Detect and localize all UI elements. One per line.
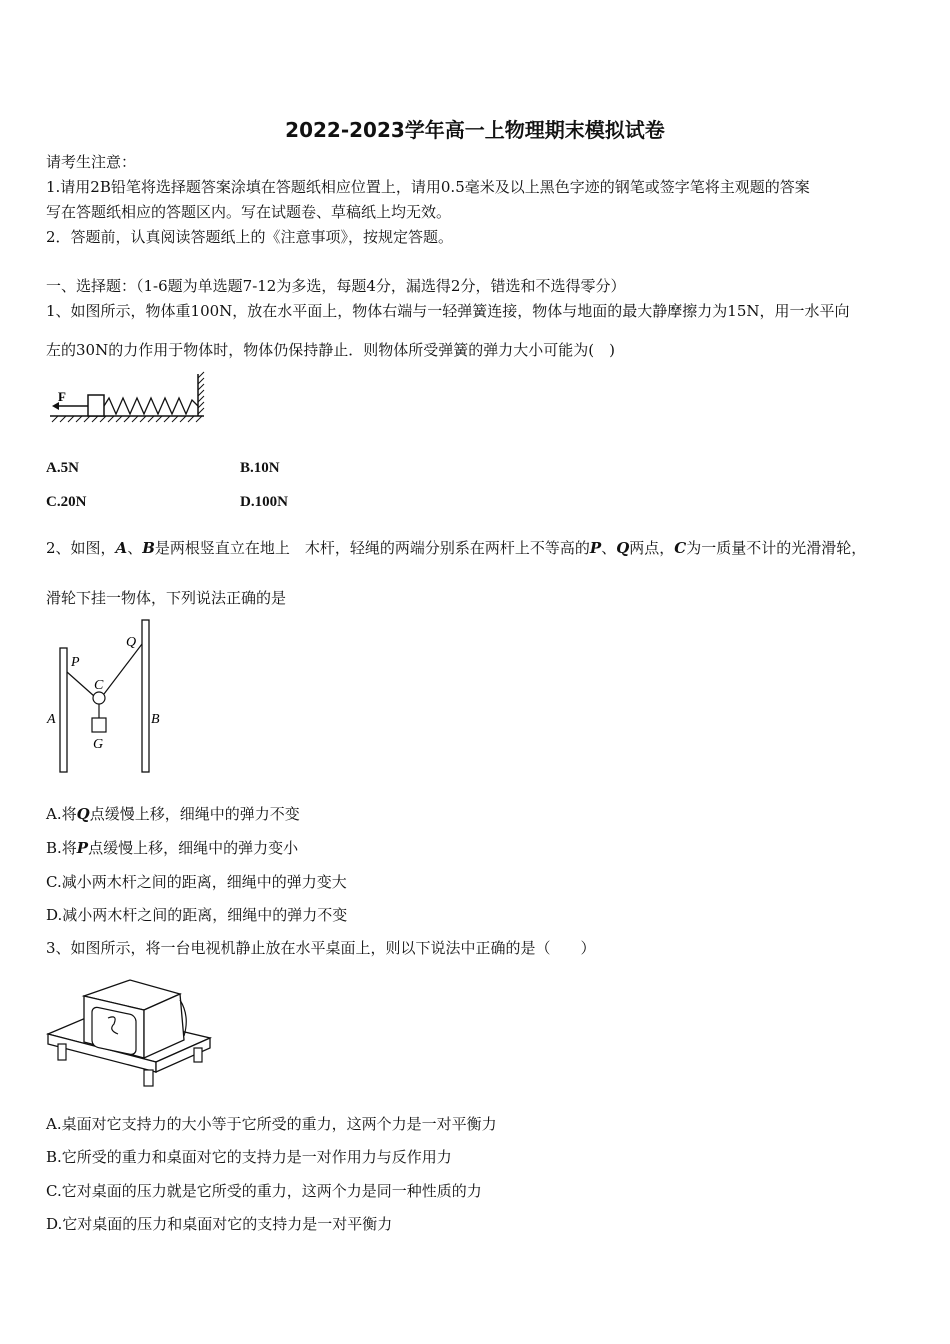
q3-option-c: C.它对桌面的压力就是它所受的重力，这两个力是同一种性质的力: [46, 1182, 482, 1200]
q2-option-b: B.将P点缓慢上移，细绳中的弹力变小: [46, 839, 299, 857]
q3-option-b: B.它所受的重力和桌面对它的支持力是一对作用力与反作用力: [46, 1148, 452, 1166]
q2-stem-line1: 2、如图，A、B是两根竖直立在地上 木杆，轻绳的两端分别系在两杆上不等高的P、Q两点，C为一质量不计的光滑滑轮，: [46, 539, 867, 557]
q3-option-a: A.桌面对它支持力的大小等于它所受的重力，这两个力是一对平衡力: [46, 1115, 497, 1133]
q1-option-c: C.20N: [46, 494, 87, 510]
q1-option-a: A.5N: [46, 460, 79, 476]
label-b: B: [151, 712, 160, 727]
q1-stem-line1: 1、如图所示，物体重100N，放在水平面上，物体右端与一轻弹簧连接，物体与地面的最大静摩擦力为15N，用一水平向: [46, 302, 850, 320]
label-c: C: [94, 678, 104, 693]
q2-option-c: C.减小两木杆之间的距离，细绳中的弹力变大: [46, 873, 347, 891]
q1-stem-line2: 左的30N的力作用于物体时，物体仍保持静止．则物体所受弹簧的弹力大小可能为( ): [46, 341, 615, 359]
q2-option-d: D.减小两木杆之间的距离，细绳中的弹力不变: [46, 906, 348, 924]
q1-spring-figure: [46, 370, 216, 432]
force-label: F: [58, 389, 66, 404]
label-g: G: [93, 737, 104, 752]
notice-item-1-cont: 写在答题纸相应的答题区内。写在试题卷、草稿纸上均无效。: [46, 203, 452, 221]
notice-item-1: 1.请用2B铅笔将选择题答案涂填在答题纸相应位置上，请用0.5毫米及以上黑色字迹的钢笔或签字笔将主观题的答案: [46, 178, 810, 196]
label-p: P: [71, 655, 80, 670]
section-heading: 一、选择题：（1-6题为单选题7-12为多选，每题4分，漏选得2分，错选和不选得零分）: [46, 277, 626, 295]
q1-option-d: D.100N: [240, 494, 288, 510]
q2-stem-line2: 滑轮下挂一物体，下列说法正确的是: [46, 589, 287, 607]
q3-stem: 3、如图所示，将一台电视机静止放在水平桌面上，则以下说法中正确的是（ ）: [46, 939, 596, 957]
label-a: A: [47, 712, 56, 727]
label-q: Q: [126, 635, 137, 650]
page-title: 2022-2023学年高一上物理期末模拟试卷: [285, 118, 665, 142]
q3-tv-figure: [44, 976, 216, 1088]
q2-option-a: A.将Q点缓慢上移，细绳中的弹力不变: [46, 805, 300, 823]
notice-item-2: 2．答题前，认真阅读答题纸上的《注意事项》，按规定答题。: [46, 228, 454, 246]
q3-option-d: D.它对桌面的压力和桌面对它的支持力是一对平衡力: [46, 1215, 393, 1233]
notice-heading: 请考生注意：: [46, 153, 137, 171]
q2-pulley-figure: [44, 616, 174, 781]
q1-option-b: B.10N: [240, 460, 280, 476]
